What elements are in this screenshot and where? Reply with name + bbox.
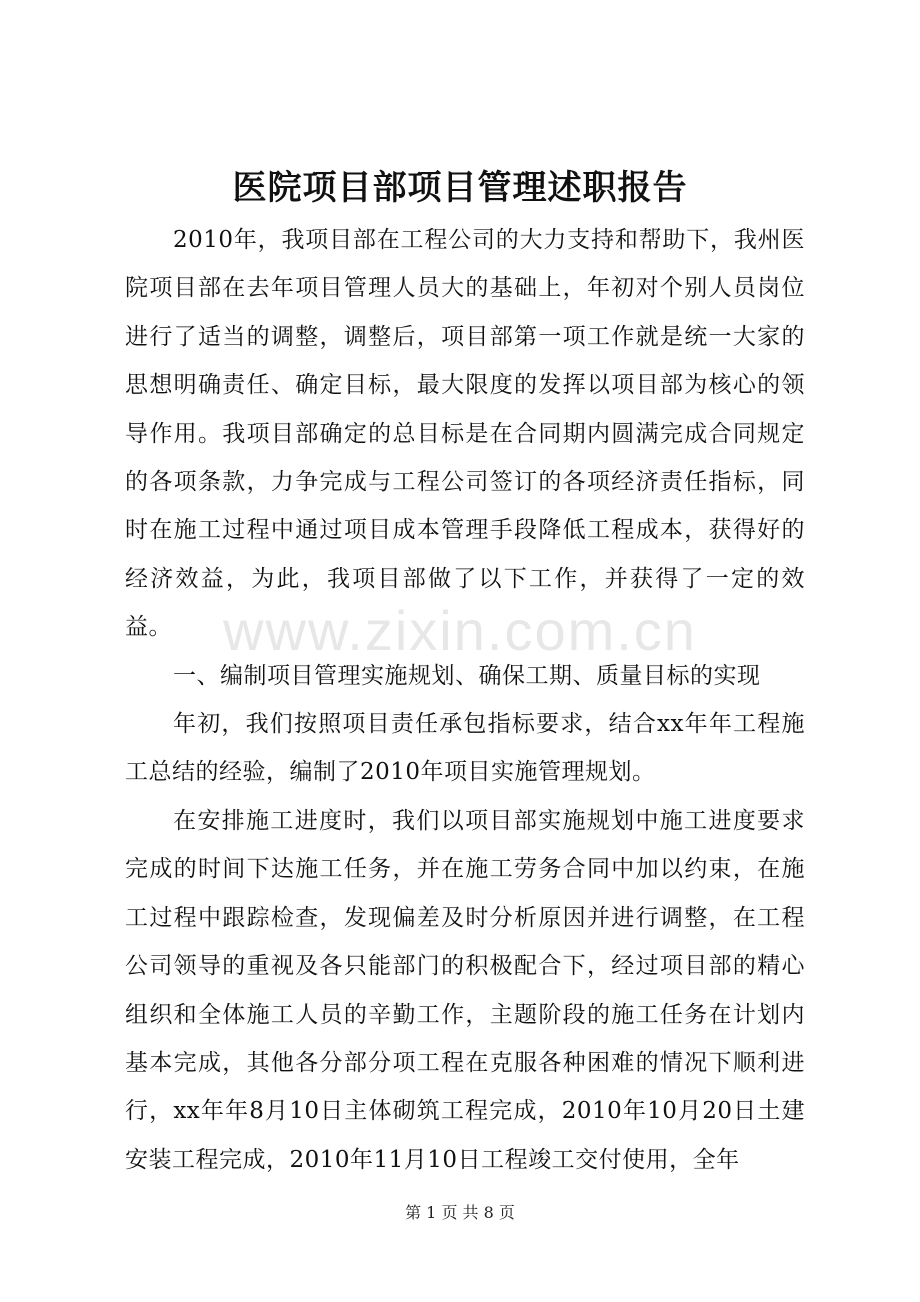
- paragraph-schedule: 在安排施工进度时，我们以项目部实施规划中施工进度要求完成的时间下达施工任务，并在施工劳务合同中加以约束，在施工过程中跟踪检查，发现偏差及时分析原因并进行调整，在工程公司领导的重视及各只能部门的积极配合下，经过项目部的精心组织和全体施工人员的辛勤工作，主题阶段的施工任务在计划内基本完成，其他各分部分项工程在克服各种困难的情况下顺利进行，xx年年8月10日主体砌筑工程完成，2010年10月20日土建安装工程完成，2010年11月10日工程竣工交付使用，全年: [125, 807, 805, 1173]
- document-body: [125, 216, 805, 1184]
- paragraph-intro: 2010年，我项目部在工程公司的大力支持和帮助下，我州医院项目部在去年项目管理人员大的基础上，年初对个别人员岗位进行了适当的调整，调整后，项目部第一项工作就是统一大家的思想明确责任、确定目标，最大限度的发挥以项目部为核心的领导作用。我项目部确定的总目标是在合同期内圆满完成合同规定的各项条款，力争完成与工程公司签订的各项经济责任指标，同时在施工过程中通过项目成本管理手段降低工程成本，获得好的经济效益，为此，我项目部做了以下工作，并获得了一定的效益。: [125, 227, 805, 641]
- watermark: www.zixin.com.cn: [223, 599, 697, 662]
- section-heading-1: 一、编制项目管理实施规划、确保工期、质量目标的实现: [173, 662, 761, 689]
- page-footer: 第 1 页 共 8 页: [405, 1203, 515, 1222]
- document-title: 医院项目部项目管理述职报告: [232, 168, 688, 208]
- paragraph-plan: 年初，我们按照项目责任承包指标要求，结合xx年年工程施工总结的经验，编制了2010年项目实施管理规划。: [125, 711, 805, 786]
